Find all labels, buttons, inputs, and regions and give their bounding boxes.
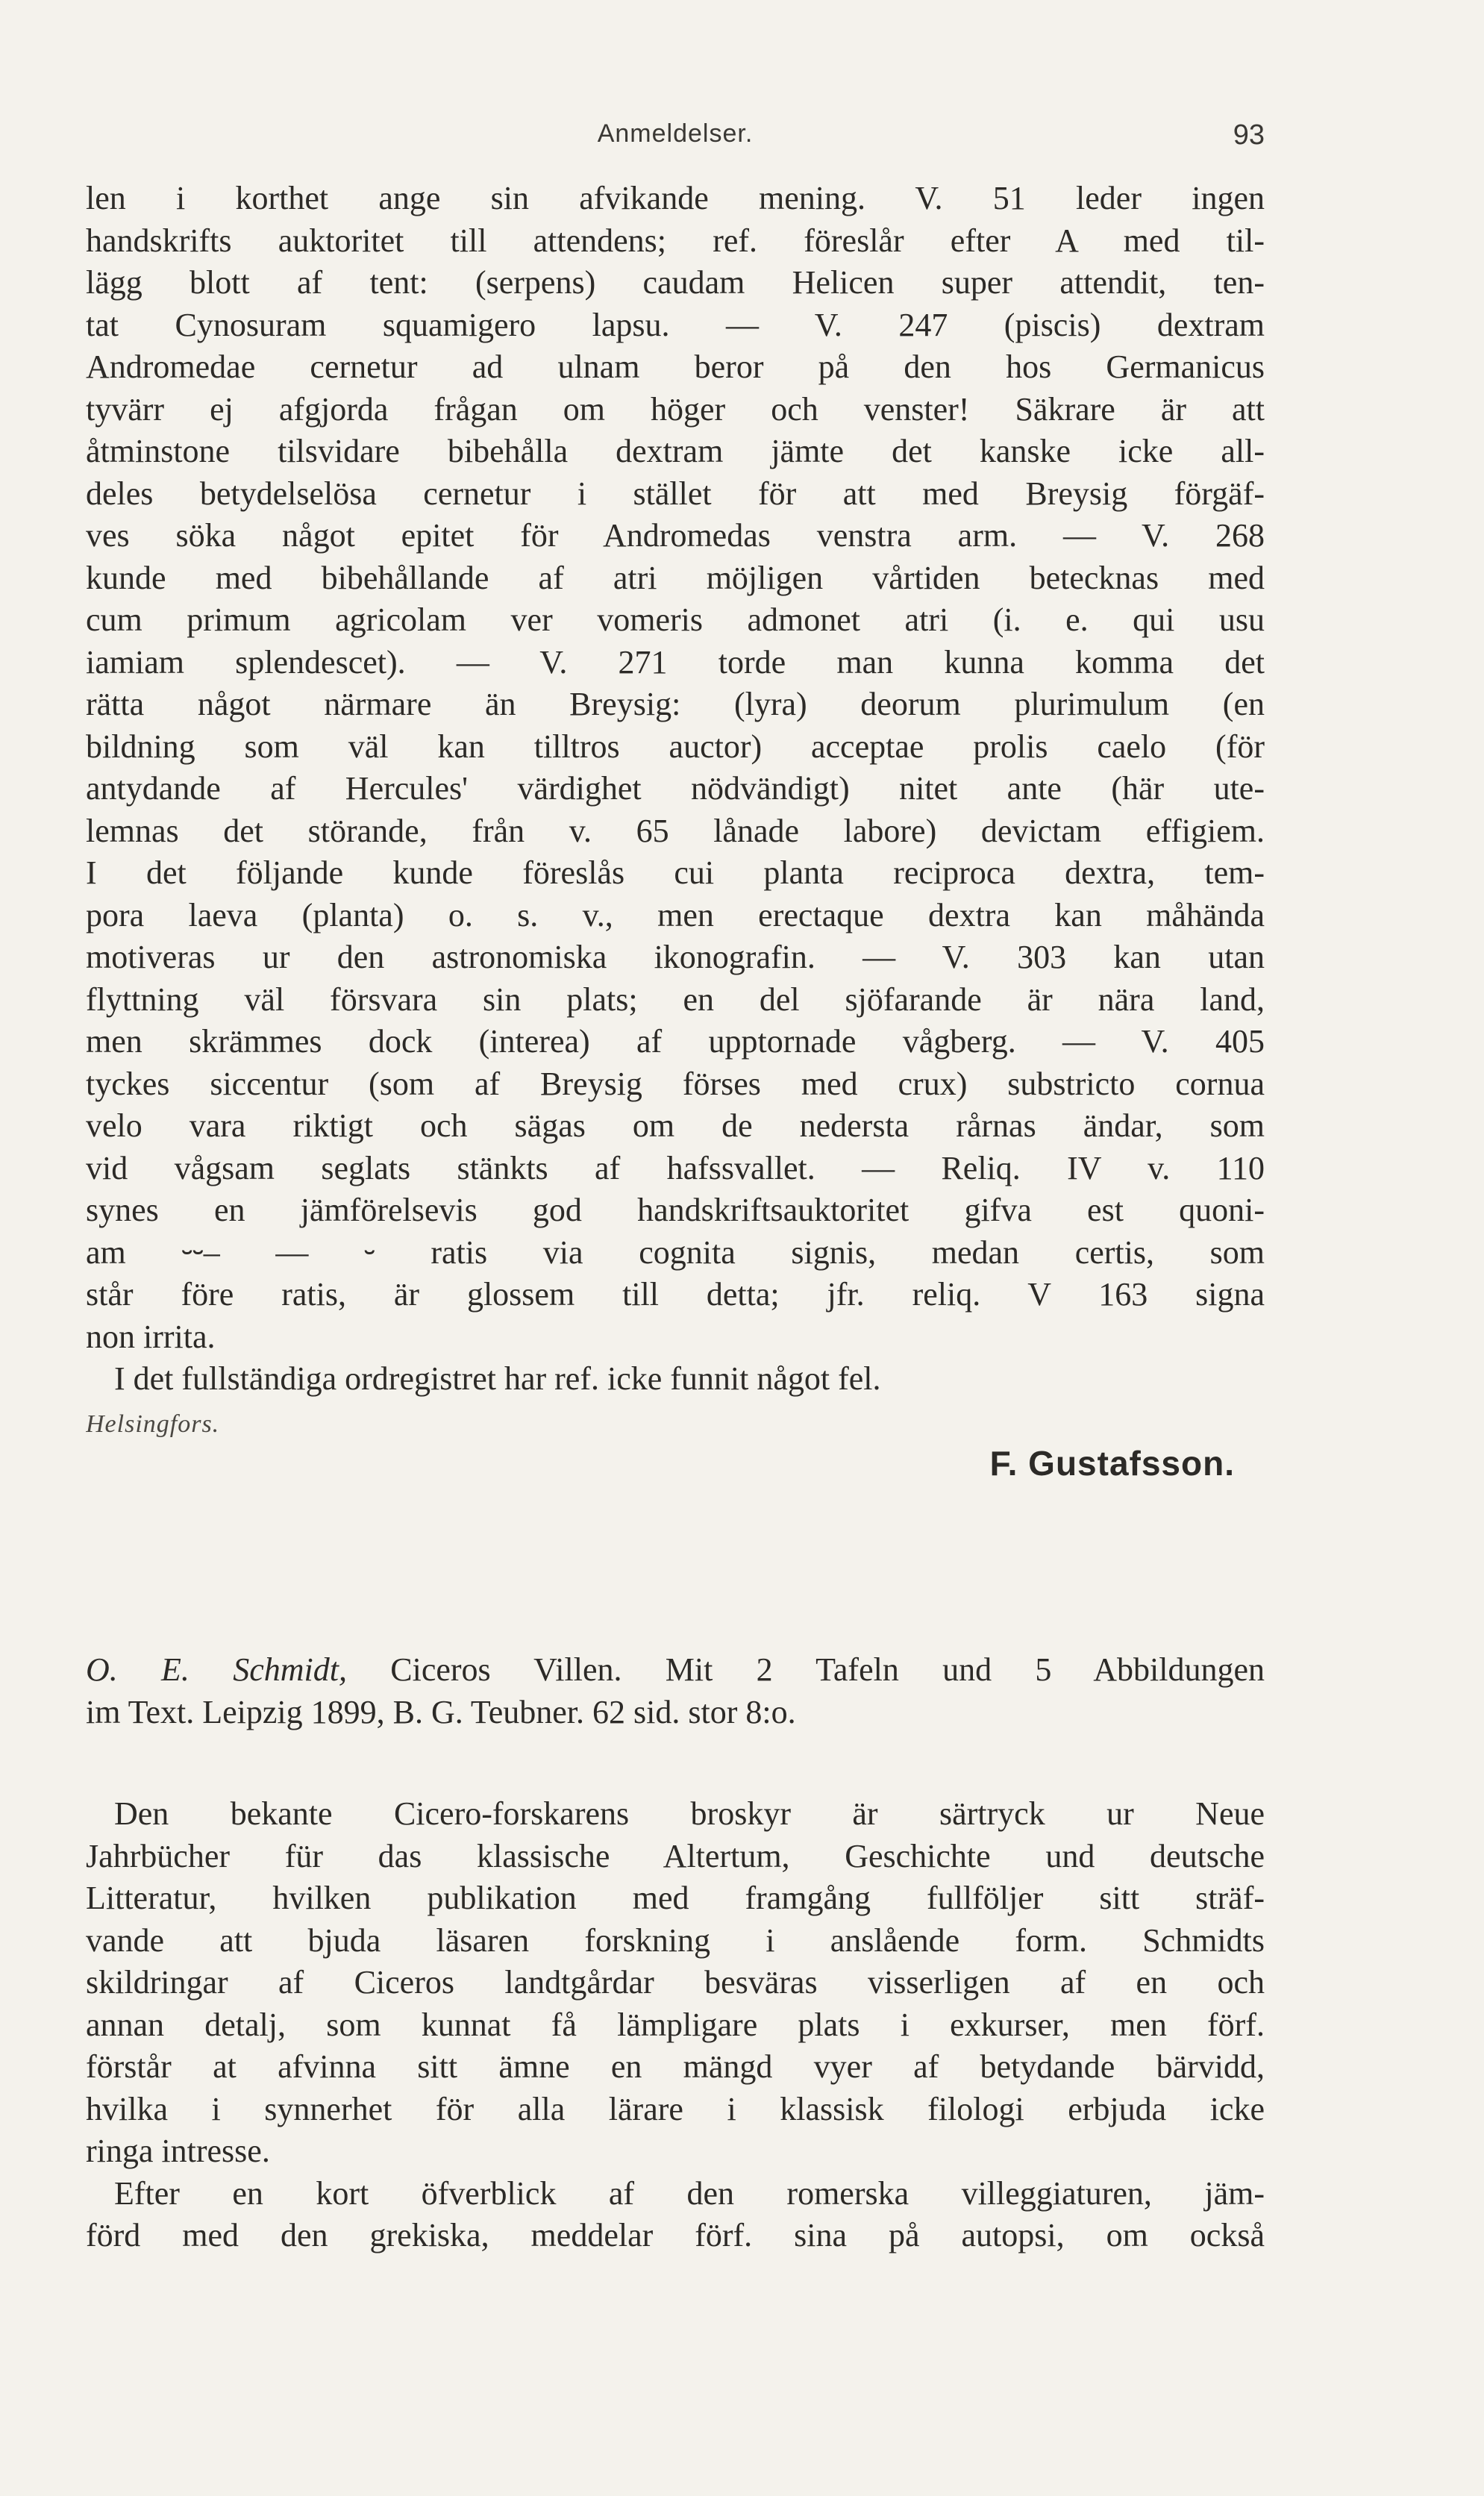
text-line: ves söka något epitet för Andromedas venstra arm. — V. 268	[86, 517, 1265, 554]
text-line: tyckes siccentur (som af Breysig förses med crux) substricto cornua	[86, 1065, 1265, 1102]
citation-author: O. E. Schmidt,	[86, 1651, 347, 1688]
running-head: Anmeldelser.	[597, 119, 754, 148]
text-line: Jahrbücher für das klassische Altertum, Geschichte und deutsche	[86, 1837, 1265, 1874]
text-line: står före ratis, är glossem till detta; jfr. reliq. V 163 signa	[86, 1276, 1265, 1313]
review-1-body	[86, 178, 1265, 1485]
text-line: annan detalj, som kunnat få lämpligare plats i exkurser, men förf.	[86, 2006, 1265, 2043]
text-line: vande att bjuda läsaren forskning i anslående form. Schmidts	[86, 1921, 1265, 1959]
text-line: synes en jämförelsevis god handskriftsauktoritet gifva est quoni-	[86, 1192, 1265, 1228]
citation-title: Ciceros Villen. Mit 2 Tafeln und 5 Abbildungen	[390, 1651, 1265, 1688]
text-line: förd med den grekiska, meddelar förf. sina på autopsi, om också	[86, 2217, 1265, 2253]
text-line: vid vågsam seglats stänkts af hafssvallet. — Reliq. IV v. 110	[86, 1149, 1265, 1186]
text-line: hvilka i synnerhet för alla lärare i klassisk filologi erbjuda icke	[86, 2090, 1265, 2127]
text-line: Efter en kort öfverblick af den romerska villeggiaturen, jäm-	[114, 2174, 1265, 2212]
review-2-citation	[86, 1649, 1265, 1733]
citation-line	[86, 1649, 1265, 1692]
text-line: handskrifts auktoritet till attendens; ref. föreslår efter A med til-	[86, 222, 1265, 259]
text-line: tyvärr ej afgjorda frågan om höger och venster! Säkrare är att	[86, 390, 1265, 428]
text-line: I det följande kunde föreslås cui planta reciproca dextra, tem-	[86, 854, 1265, 891]
text-line: flyttning väl försvara sin plats; en del sjöfarande är nära land,	[86, 980, 1265, 1018]
text-line: lemnas det störande, från v. 65 lånade labore) devictam effigiem.	[86, 812, 1265, 849]
text-line: lägg blott af tent: (serpens) caudam Helicen super attendit, ten-	[86, 264, 1265, 301]
text-line: velo vara riktigt och sägas om de nedersta rårnas ändar, som	[86, 1107, 1265, 1144]
text-line: I det fullständiga ordregistret har ref. icke funnit något fel.	[114, 1360, 881, 1397]
text-line: cum primum agricolam ver vomeris admonet atri (i. e. qui usu	[86, 601, 1265, 638]
text-line: len i korthet ange sin afvikande mening. V. 51 leder ingen	[86, 180, 1265, 216]
citation-line: im Text. Leipzig 1899, B. G. Teubner. 62 sid. stor 8:o.	[86, 1693, 796, 1730]
text-line: am ⏑⏑– — ⏑ ratis via cognita signis, medan certis, som	[86, 1233, 1265, 1271]
page-header	[86, 119, 1265, 164]
text-line: Den bekante Cicero-forskarens broskyr är särtryck ur Neue	[114, 1795, 1265, 1832]
text-line: motiveras ur den astronomiska ikonografin. — V. 303 kan utan	[86, 939, 1265, 975]
text-line: iamiam splendescet). — V. 271 torde man kunna komma det	[86, 643, 1265, 681]
text-line: bildning som väl kan tilltros auctor) acceptae prolis caelo (för	[86, 728, 1265, 765]
text-line: åtminstone tilsvidare bibehålla dextram jämte det kanske icke all-	[86, 433, 1265, 469]
text-line: pora laeva (planta) o. s. v., men erectaque dextra kan måhända	[86, 896, 1265, 933]
reviewer-signature: F. Gustafsson.	[989, 1444, 1235, 1483]
text-line: non irrita.	[86, 1318, 216, 1355]
text-line: förstår at afvinna sitt ämne en mängd vyer af betydande bärvidd,	[86, 2048, 1265, 2085]
text-line: skildringar af Ciceros landtgårdar besväras visserligen af en och	[86, 1964, 1265, 2001]
text-line: Andromedae cernetur ad ulnam beror på den hos Germanicus	[86, 348, 1265, 385]
page-number: 93	[1233, 119, 1265, 151]
review-2-body	[86, 1793, 1265, 2257]
place-line	[86, 1401, 1265, 1443]
signature-line	[86, 1442, 1265, 1485]
text-line: deles betydelselösa cernetur i stället för att med Breysig förgäf-	[86, 475, 1265, 512]
place-of-writing: Helsingfors.	[86, 1410, 220, 1438]
text-line: antydande af Hercules' värdighet nödvändigt) nitet ante (här ute-	[86, 770, 1265, 807]
text-line: tat Cynosuram squamigero lapsu. — V. 247 (piscis) dextram	[86, 306, 1265, 343]
text-line: ringa intresse.	[86, 2133, 270, 2169]
text-line: kunde med bibehållande af atri möjligen vårtiden betecknas med	[86, 559, 1265, 596]
text-line: men skrämmes dock (interea) af upptornade vågberg. — V. 405	[86, 1023, 1265, 1060]
text-line: rätta något närmare än Breysig: (lyra) deorum plurimulum (en	[86, 686, 1265, 722]
text-line: Litteratur, hvilken publikation med framgång fullföljer sitt sträf-	[86, 1880, 1265, 1916]
